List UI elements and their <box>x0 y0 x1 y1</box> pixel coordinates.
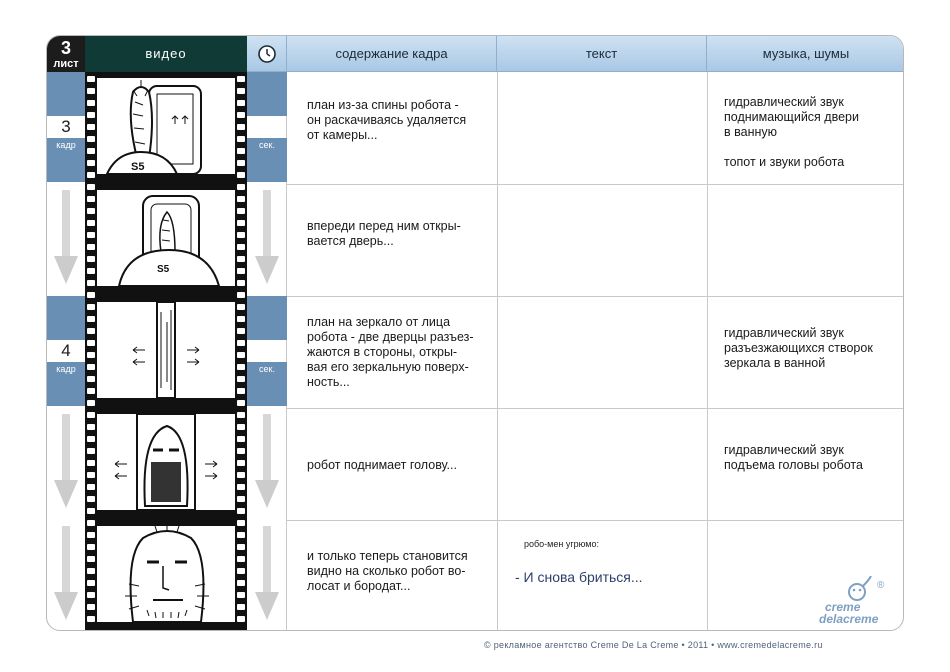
content-line: план на зеркало от лица <box>307 315 451 329</box>
music-line: подъема головы робота <box>724 458 863 472</box>
film-perforation <box>237 448 245 454</box>
music-line <box>724 140 859 155</box>
music-column-header: музыка, шумы <box>762 46 850 61</box>
column-divider <box>497 72 498 631</box>
music-cell <box>724 95 859 170</box>
film-perforation <box>237 232 245 238</box>
registered-mark: ® <box>877 580 885 591</box>
band <box>247 296 287 340</box>
film-perforation <box>87 580 95 586</box>
film-perforation <box>237 352 245 358</box>
film-perforation <box>237 460 245 466</box>
content-line: видно на сколько робот во- <box>307 564 466 578</box>
film-perforation <box>237 124 245 130</box>
film-perforation <box>87 592 95 598</box>
film-perforation <box>87 76 95 82</box>
frame-number: 4 <box>47 340 85 362</box>
frame-image-4 <box>97 414 235 510</box>
film-perforation <box>237 376 245 382</box>
sheet-number: 3 <box>60 38 71 58</box>
text-column-header: текст <box>497 36 707 72</box>
content-line: робот поднимает голову... <box>307 458 457 472</box>
film-perforation <box>87 484 95 490</box>
frame-label: кадр <box>56 140 76 150</box>
film-perforation <box>87 340 95 346</box>
film-perforation <box>237 316 245 322</box>
content-cell <box>307 458 457 473</box>
film-perforation <box>237 256 245 262</box>
footer-credits: © рекламное агентство Creme De La Creme • 2011 • www.cremedelacreme.ru <box>484 640 823 650</box>
film-perforation <box>87 220 95 226</box>
band <box>47 72 85 116</box>
film-perforation <box>237 388 245 394</box>
frame-image-2 <box>97 190 235 286</box>
table-header <box>47 36 904 72</box>
film-perforation <box>237 520 245 526</box>
hairy-robot-illustration <box>97 526 235 622</box>
row-divider <box>287 296 904 297</box>
content-line: жаются в стороны, откры- <box>307 345 458 359</box>
film-perforation <box>87 448 95 454</box>
film-perforation <box>237 244 245 250</box>
film-perforation <box>87 316 95 322</box>
film-perforation <box>237 220 245 226</box>
arrow-down-icon <box>54 414 78 510</box>
logo-line-1: creme <box>825 600 861 614</box>
film-perforation <box>237 412 245 418</box>
film-perforation <box>87 496 95 502</box>
film-perforation <box>87 136 95 142</box>
mirror-doors-illustration <box>97 302 235 398</box>
film-perforation <box>87 184 95 190</box>
film-perforation <box>87 88 95 94</box>
row-divider <box>287 184 904 185</box>
content-line: и только теперь становится <box>307 549 468 563</box>
film-perforation <box>237 400 245 406</box>
frame-image-5 <box>97 526 235 622</box>
svg-text:S5: S5 <box>131 161 145 173</box>
film-perforation <box>87 148 95 154</box>
content-cell <box>307 219 461 249</box>
film-perforation <box>237 508 245 514</box>
speaker-label: робо-мен угрюмо: <box>524 539 599 549</box>
film-perforation <box>87 544 95 550</box>
film-perforation <box>237 268 245 274</box>
arrow-down-icon <box>54 190 78 286</box>
film-perforation <box>237 604 245 610</box>
film-perforation <box>237 172 245 178</box>
film-perforation <box>237 328 245 334</box>
film-perforation <box>87 100 95 106</box>
film-perforation <box>237 436 245 442</box>
row-divider <box>287 520 904 521</box>
content-line: вая его зеркальную поверх- <box>307 360 469 374</box>
film-perforation <box>87 424 95 430</box>
film-perforation <box>87 352 95 358</box>
music-line: в ванную <box>724 125 777 139</box>
robot-face-illustration <box>97 414 235 510</box>
film-perforation <box>237 580 245 586</box>
frame-lane <box>47 296 85 520</box>
content-line: вается дверь... <box>307 234 394 248</box>
film-perforation <box>87 112 95 118</box>
film-perforation <box>87 568 95 574</box>
film-perforation <box>87 244 95 250</box>
music-line: поднимающийся двери <box>724 110 859 124</box>
music-line: разъезжающихся створок <box>724 341 873 355</box>
film-perforation <box>87 172 95 178</box>
svg-text:S5: S5 <box>157 264 170 275</box>
film-perforation <box>87 160 95 166</box>
film-perforation <box>87 328 95 334</box>
film-strip <box>85 72 247 631</box>
dialogue-line: - И снова бриться... <box>515 569 643 585</box>
sheet-number-cell <box>47 36 85 72</box>
film-perforation <box>87 460 95 466</box>
film-perforation <box>237 496 245 502</box>
sheet-label: лист <box>53 58 79 70</box>
content-line: план из-за спины робота - <box>307 98 459 112</box>
film-perforation <box>237 196 245 202</box>
time-lane <box>247 296 287 520</box>
film-perforation <box>237 568 245 574</box>
film-perforation <box>237 280 245 286</box>
film-perforation <box>87 280 95 286</box>
column-divider <box>707 72 708 631</box>
film-perforation <box>87 412 95 418</box>
content-line: робота - две дверцы разъез- <box>307 330 474 344</box>
film-perforation <box>237 532 245 538</box>
music-cell <box>724 326 873 371</box>
film-perforation <box>87 208 95 214</box>
film-perforation <box>237 88 245 94</box>
film-perforation <box>237 184 245 190</box>
frame-image-1 <box>97 78 235 174</box>
clock-icon <box>257 44 277 64</box>
film-perforation <box>237 424 245 430</box>
music-line: топот и звуки робота <box>724 155 845 169</box>
film-perforation <box>237 340 245 346</box>
video-column-header: видео <box>85 36 247 72</box>
film-perforation <box>87 124 95 130</box>
band <box>47 296 85 340</box>
content-line: ность... <box>307 375 350 389</box>
film-perforation <box>237 304 245 310</box>
music-line: гидравлический звук <box>724 326 844 340</box>
frame-label: кадр <box>56 364 76 374</box>
arrow-down-icon <box>54 526 78 622</box>
content-line: впереди перед ним откры- <box>307 219 461 233</box>
film-perforation <box>237 76 245 82</box>
content-line: он раскачиваясь удаляется <box>307 113 467 127</box>
seconds-label: сек. <box>259 364 275 374</box>
film-perforation <box>87 472 95 478</box>
film-perforation <box>237 364 245 370</box>
music-line: зеркала в ванной <box>724 356 826 370</box>
frame-image-3 <box>97 302 235 398</box>
content-cell <box>307 315 474 390</box>
band <box>247 72 287 116</box>
film-perforation <box>87 400 95 406</box>
frame-lane <box>47 72 85 296</box>
time-lane <box>247 72 287 296</box>
music-line: гидравлический звук <box>724 443 844 457</box>
arrow-down-icon <box>255 526 279 622</box>
robot-back-illustration <box>97 78 235 174</box>
music-line: гидравлический звук <box>724 95 844 109</box>
storyboard-sheet <box>46 35 904 631</box>
content-cell <box>307 98 466 143</box>
logo-line-2: delacreme <box>819 612 879 626</box>
film-perforation <box>87 604 95 610</box>
film-perforation <box>87 196 95 202</box>
logo-mark-icon <box>845 576 875 602</box>
film-perforation <box>237 292 245 298</box>
film-perforation <box>237 616 245 622</box>
company-logo <box>817 576 897 626</box>
film-perforation <box>87 616 95 622</box>
film-perforation <box>237 556 245 562</box>
content-cell <box>307 549 468 594</box>
music-cell <box>724 443 863 473</box>
frame-number: 3 <box>47 116 85 138</box>
frame-number-column <box>47 72 85 631</box>
film-perforation <box>87 508 95 514</box>
time-column <box>247 72 287 631</box>
film-perforation <box>87 520 95 526</box>
film-perforation <box>87 268 95 274</box>
content-line: лосат и бородат... <box>307 579 411 593</box>
film-perforation <box>237 148 245 154</box>
film-perforation <box>87 364 95 370</box>
arrow-down-icon <box>255 190 279 286</box>
seconds-label: сек. <box>259 140 275 150</box>
film-perforation <box>237 136 245 142</box>
film-perforation <box>237 208 245 214</box>
content-column-header: содержание кадра <box>287 36 497 72</box>
clock-cell <box>247 36 287 72</box>
film-perforation <box>87 292 95 298</box>
film-perforation <box>87 388 95 394</box>
film-perforation <box>237 472 245 478</box>
arrow-down-icon <box>255 414 279 510</box>
film-perforation <box>87 232 95 238</box>
film-perforation <box>237 112 245 118</box>
film-perforation <box>87 256 95 262</box>
film-perforation <box>237 160 245 166</box>
film-perforation <box>87 304 95 310</box>
row-divider <box>287 408 904 409</box>
film-perforation <box>87 376 95 382</box>
film-perforation <box>237 100 245 106</box>
film-perforation <box>87 532 95 538</box>
film-perforation <box>87 436 95 442</box>
film-perforation <box>87 556 95 562</box>
robot-door-illustration <box>97 190 235 286</box>
content-line: от камеры... <box>307 128 378 142</box>
film-perforation <box>237 592 245 598</box>
film-perforation <box>237 484 245 490</box>
film-perforation <box>237 544 245 550</box>
